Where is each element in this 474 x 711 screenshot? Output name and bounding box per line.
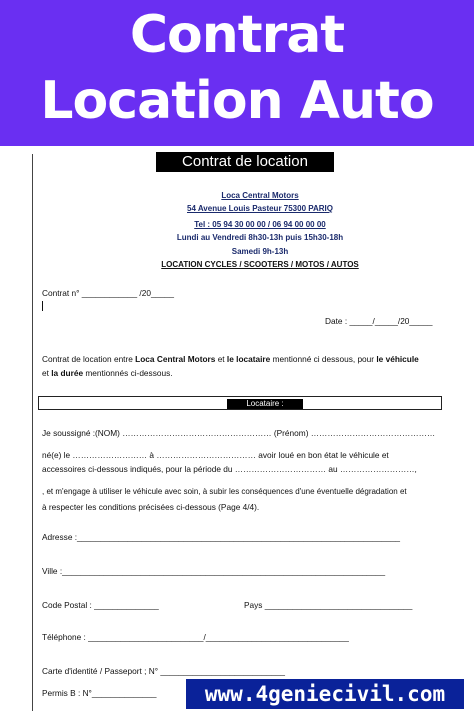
locataire-section-label: Locataire : [227, 399, 303, 409]
company-name: Loca Central Motors [221, 191, 299, 200]
banner-title-line1: Contrat [129, 5, 345, 65]
field-permis: Permis B : N°______________ [42, 688, 157, 698]
field-pays: Pays ________________________________ [244, 600, 413, 610]
field-code-postal: Code Postal : ______________ [42, 600, 159, 610]
locataire-section-bar [38, 396, 442, 410]
company-address: 54 Avenue Louis Pasteur 75300 PARIQ [187, 204, 333, 213]
contract-document [0, 146, 474, 711]
field-respecter: à respecter les conditions précisées ci-dessous (Page 4/4). [42, 502, 260, 512]
document-title: Contrat de location [156, 152, 334, 172]
watermark-banner: www.4geniecivil.com [186, 679, 464, 709]
company-phone: Tel : 05 94 30 00 00 / 06 94 00 00 00 [194, 220, 326, 229]
intro-line-1: Contrat de location entre Loca Central Motors et le locataire mentionné ci dessous, pour le véhicule [42, 354, 419, 364]
field-carte-identite: Carte d'identité / Passeport ; N° ___________________________ [42, 666, 285, 676]
contract-date: Date : _____/_____/20_____ [325, 316, 433, 326]
field-adresse: Adresse :______________________________________________________________________ [42, 532, 401, 542]
banner-title-line2: Location Auto [40, 71, 434, 131]
company-hours-saturday: Samedi 9h-13h [231, 247, 289, 256]
field-accessoires: accessoires ci-dessous indiqués, pour la période du …………………………… au ………………………, [42, 464, 417, 474]
field-telephone: Téléphone : _________________________/_______________________________ [42, 632, 349, 642]
margin-line [32, 154, 33, 711]
field-ne-le: né(e) le ……………………… à ……………………………… avoir loué en bon état le véhicule et [42, 450, 389, 460]
company-hours-week: Lundi au Vendredi 8h30-13h puis 15h30-18h [176, 233, 344, 242]
contract-number: Contrat n° ____________ /20_____ [42, 288, 175, 298]
company-services: LOCATION CYCLES / SCOOTERS / MOTOS / AUTOS [161, 260, 359, 269]
field-soussigne: Je soussigné :(NOM) ……………………………………………… (Prénom) ……………………………………… [42, 428, 436, 438]
field-engage: , et m'engage à utiliser le véhicule avec soin, à subir les conséquences d'une éventuelle dégradation et [42, 487, 407, 496]
text-cursor [42, 301, 43, 311]
intro-line-2: et la durée mentionnés ci-dessous. [42, 368, 173, 378]
title-banner [0, 0, 474, 146]
field-ville: Ville :______________________________________________________________________ [42, 566, 386, 576]
